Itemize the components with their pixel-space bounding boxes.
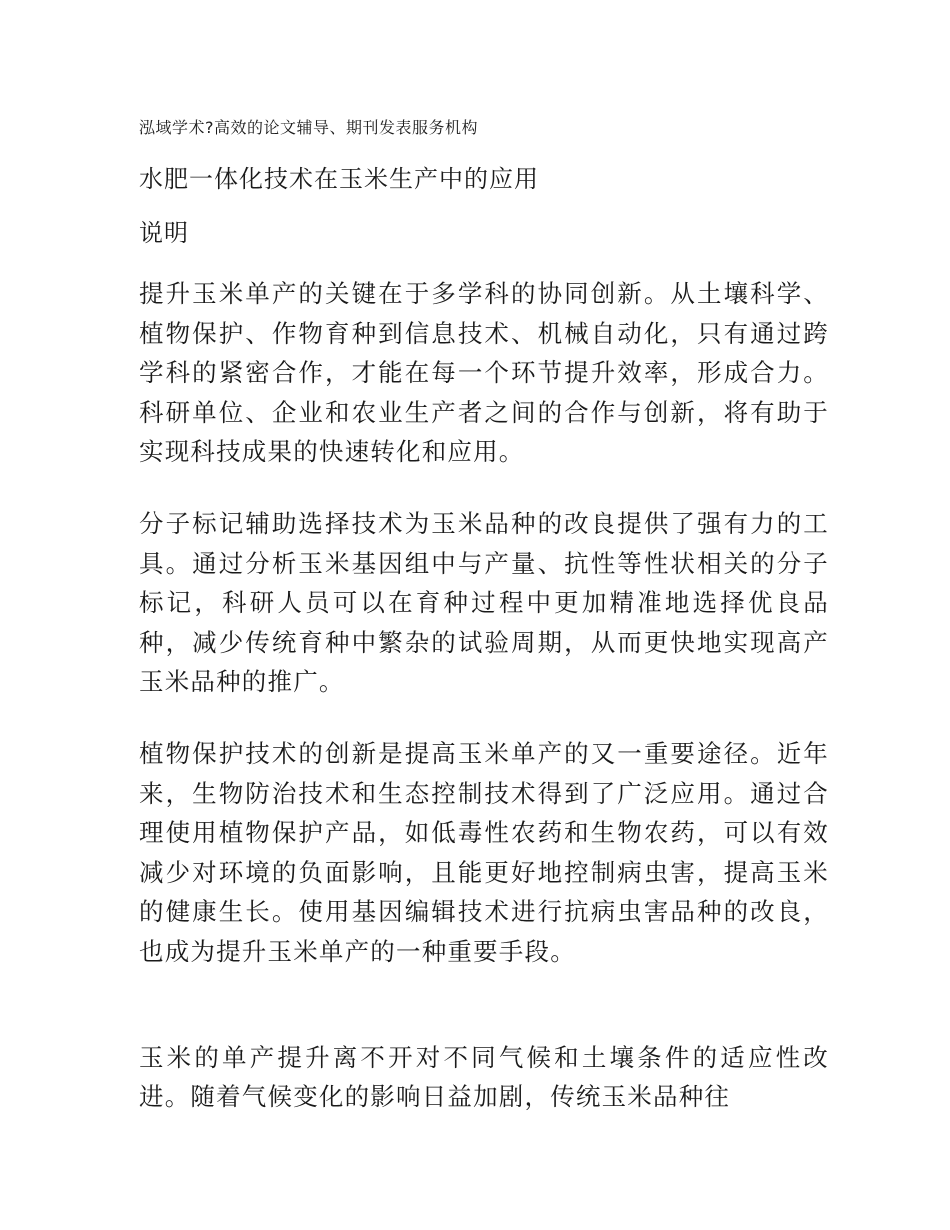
document-title: 水肥一体化技术在玉米生产中的应用 [139, 165, 539, 193]
section-heading: 说明 [139, 219, 189, 247]
paragraph: 分子标记辅助选择技术为玉米品种的改良提供了强有力的工具。通过分析玉米基因组中与产量、抗性等性状相关的分子标记，科研人员可以在育种过程中更加精准地选择优良品种，减少传统育种中繁杂的试验周期，从而更快地实现高产玉米品种的推广。 [139, 508, 829, 697]
paragraph: 提升玉米单产的关键在于多学科的协同创新。从土壤科学、植物保护、作物育种到信息技术、机械自动化，只有通过跨学科的紧密合作，才能在每一个环节提升效率，形成合力。科研单位、企业和农业生产者之间的合作与创新，将有助于实现科技成果的快速转化和应用。 [139, 279, 829, 467]
header-line: 泓域学术?高效的论文辅导、期刊发表服务机构 [139, 118, 478, 137]
paragraph: 植物保护技术的创新是提高玉米单产的又一重要途径。近年来，生物防治技术和生态控制技术得到了广泛应用。通过合理使用植物保护产品，如低毒性农药和生物农药，可以有效减少对环境的负面影响，且能更好地控制病虫害，提高玉米的健康生长。使用基因编辑技术进行抗病虫害品种的改良，也成为提升玉米单产的一种重要手段。 [139, 738, 829, 966]
paragraph: 玉米的单产提升离不开对不同气候和土壤条件的适应性改进。随着气候变化的影响日益加剧，传统玉米品种往 [139, 1042, 829, 1112]
document-body [139, 116, 829, 1149]
